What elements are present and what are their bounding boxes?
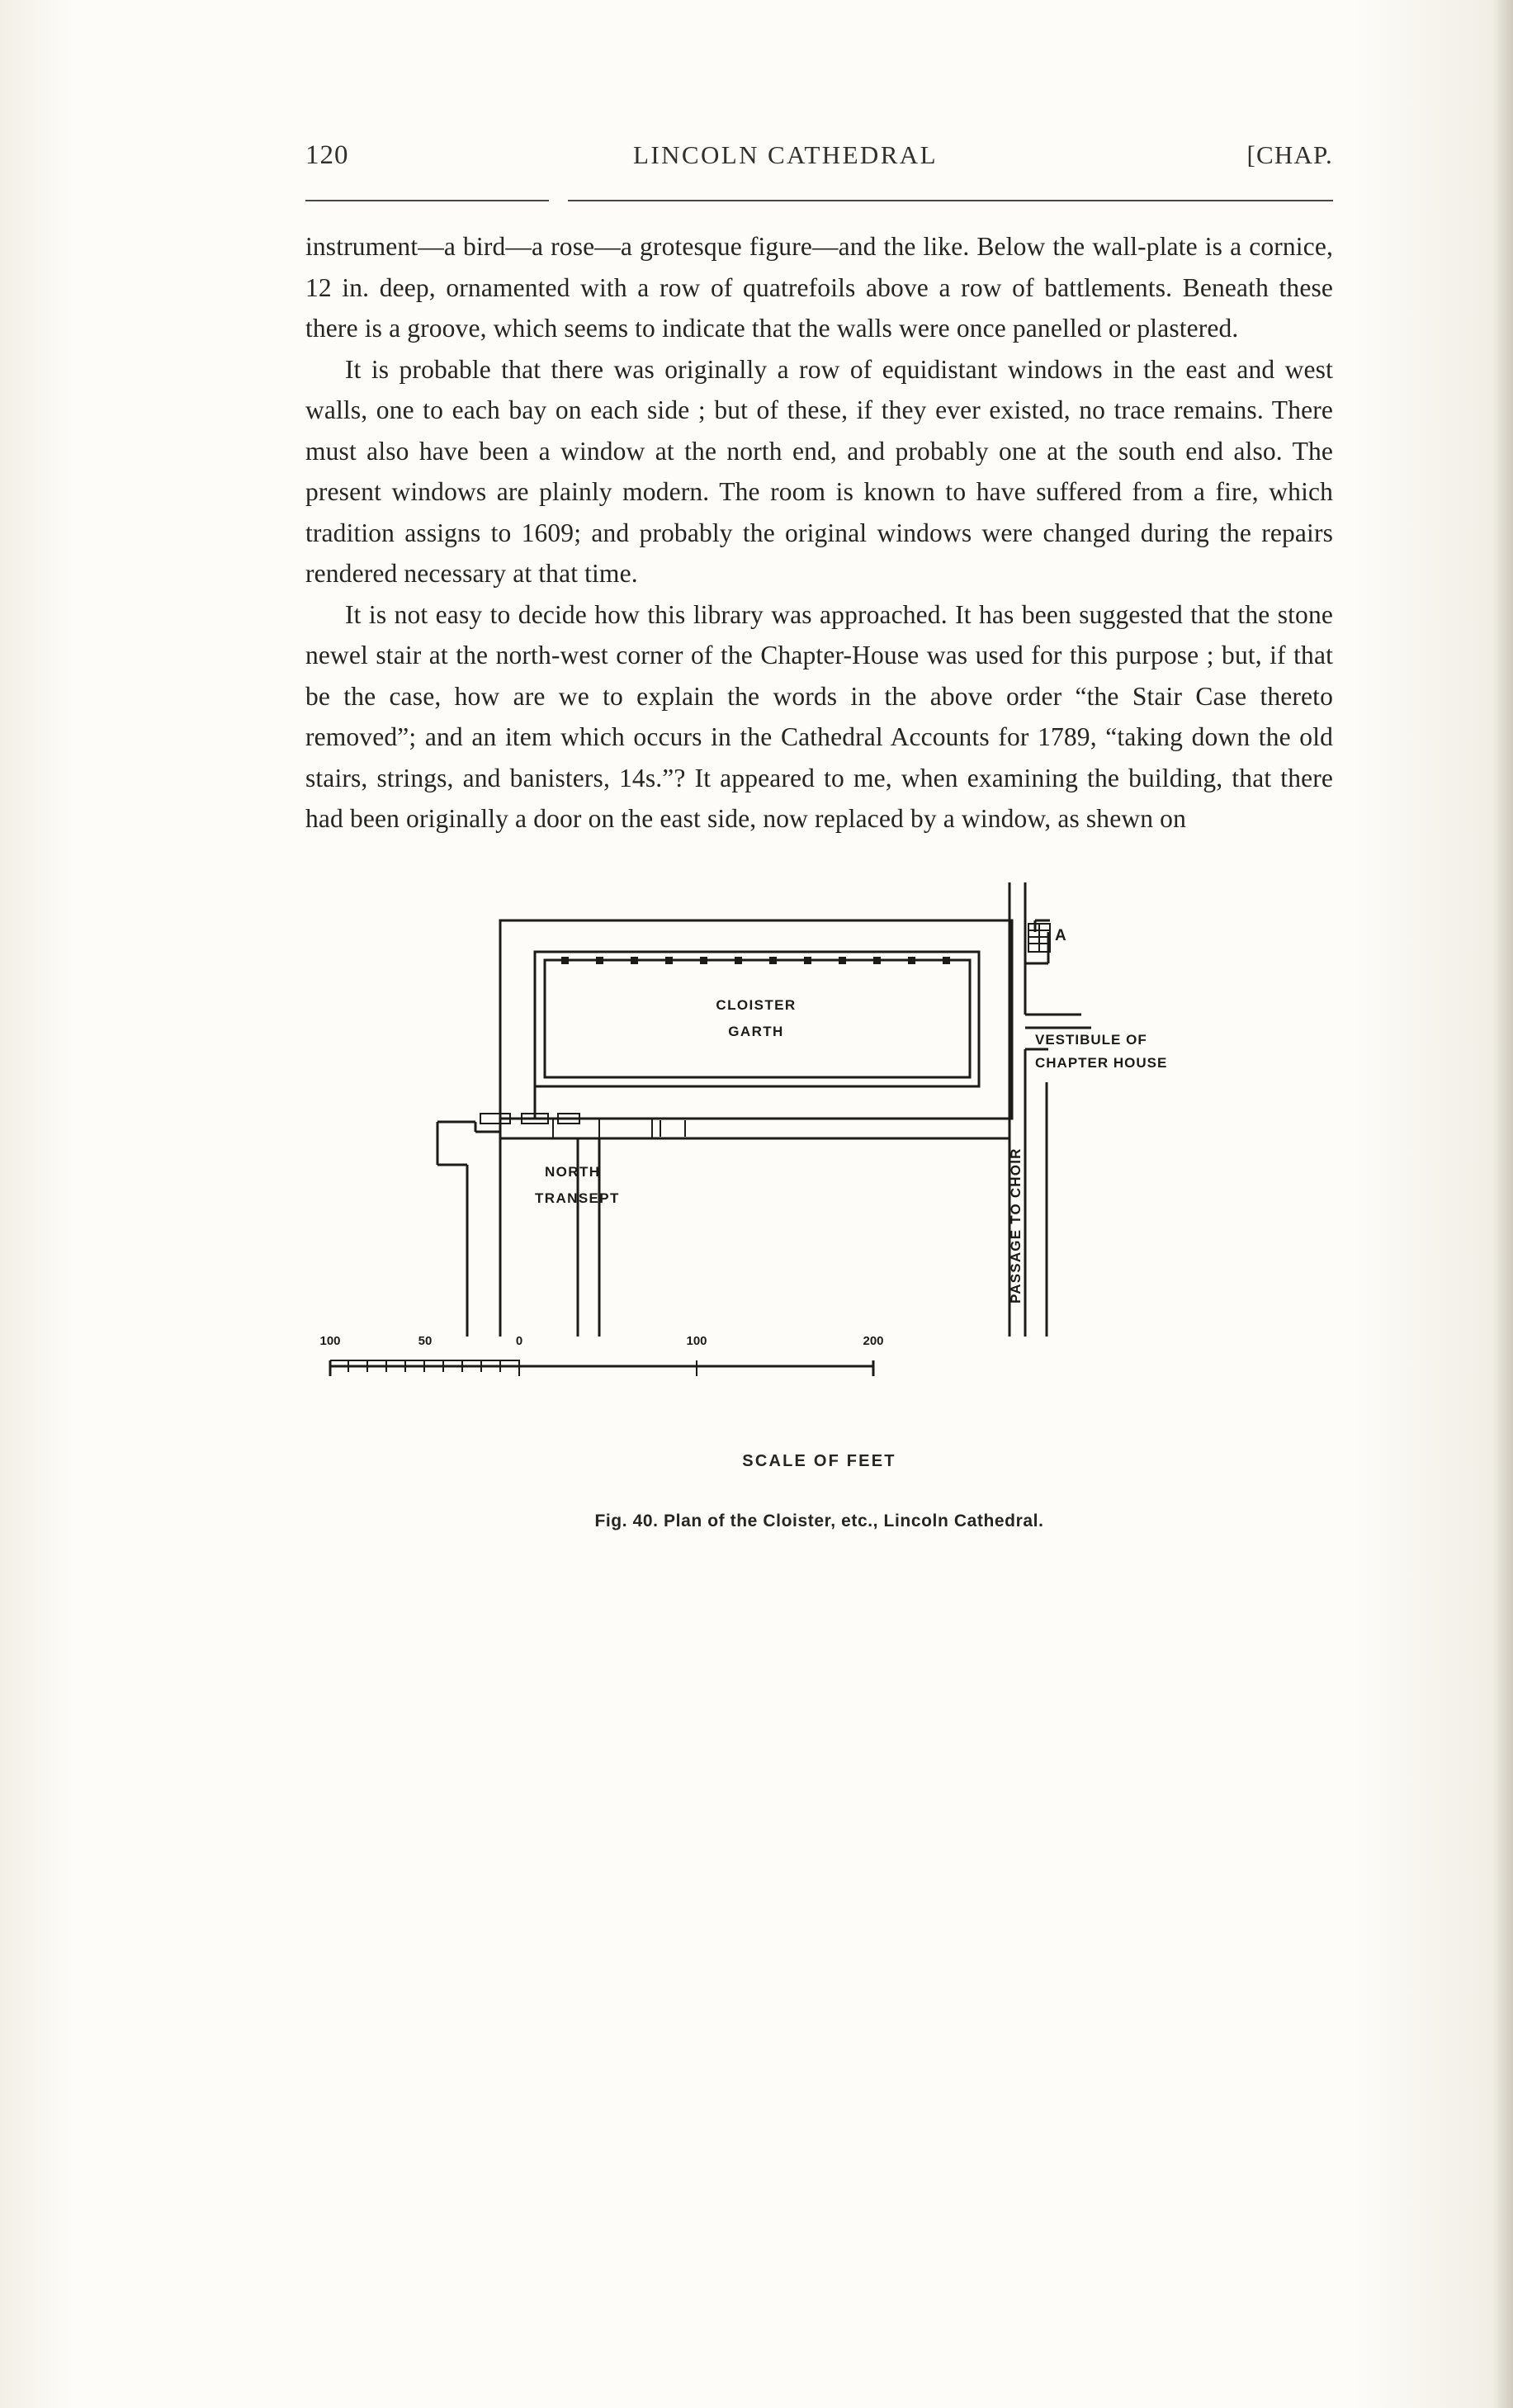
label-cloister-garth-line1: CLOISTER — [716, 996, 797, 1013]
scale-tick-label: 0 — [515, 1333, 523, 1348]
running-title: LINCOLN CATHEDRAL — [633, 140, 938, 169]
scale-bar — [330, 1360, 873, 1376]
header-rule — [305, 195, 1333, 208]
label-north-transept-line2: TRANSEPT — [535, 1190, 620, 1206]
paragraph: instrument—a bird—a rose—a grotesque figure—and the like. Below the wall-plate is a cornice, 12 in. deep, ornamented with a row of quatrefoils above a row of battlements. Beneath these there is a groove, which seems to indicate that the walls were once panelled or plastered. — [305, 232, 1333, 343]
scale-tick-label: 50 — [418, 1333, 433, 1348]
scale-caption: SCALE OF FEET — [742, 1451, 896, 1470]
label-cloister-garth-line2: GARTH — [728, 1023, 784, 1039]
header-rule-right — [568, 200, 1333, 201]
cloister-plan-drawing — [305, 874, 1333, 1403]
page-content — [305, 140, 1333, 1568]
label-vestibule-line1: VESTIBULE OF — [1035, 1031, 1147, 1048]
scale-tick-label: 100 — [319, 1333, 341, 1348]
label-vestibule-line2: CHAPTER HOUSE — [1035, 1054, 1168, 1071]
label-passage-to-choir: PASSAGE TO CHOIR — [1008, 1147, 1024, 1303]
label-north-transept-line1: NORTH — [545, 1163, 601, 1180]
page-edge-shadow — [1492, 0, 1513, 2408]
scale-tick-label: 200 — [863, 1333, 884, 1348]
page-number: 120 — [305, 140, 349, 170]
header-rule-left — [305, 200, 549, 201]
running-head — [305, 140, 1333, 190]
paragraph: It is not easy to decide how this library was approached. It has been suggested that the stone newel stair at the north-west corner of the Chapter-House was used for this purpose ; but, if that be the case, how are we to explain the words in the above order “the Stair Case thereto removed”; and an item which occurs in the Cathedral Accounts for 1789, “taking down the old stairs, strings, and banisters, 14s.”? It appeared to me, when examining the building, that there had been originally a door on the east side, now replaced by a window, as shewn on — [305, 599, 1333, 833]
chapter-marker: [CHAP. — [1246, 140, 1333, 169]
figure-caption: Fig. 40. Plan of the Cloister, etc., Lincoln Cathedral. — [594, 1511, 1044, 1530]
label-marker-a: A — [1055, 926, 1066, 944]
paragraph: It is probable that there was originally a row of equidistant windows in the east and west walls, one to each bay on each side ; but of these, if they ever existed, no trace remains. There must also have been a window at the north end, and probably one at the south end also. The present windows are plainly modern. The room is known to have suffered from a fire, which tradition assigns to 1609; and probably the original windows were changed during the repairs rendered necessary at that time. — [305, 354, 1333, 588]
scale-tick-label: 100 — [686, 1333, 707, 1348]
body-text — [305, 226, 1333, 840]
figure-plan-of-cloister — [305, 874, 1333, 1568]
